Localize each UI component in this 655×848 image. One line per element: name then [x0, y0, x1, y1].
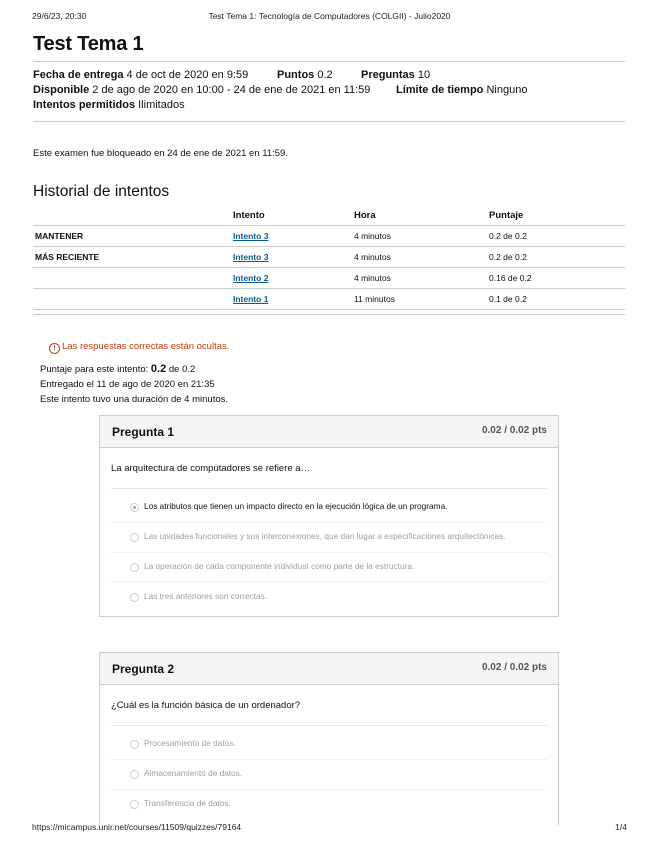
questions-label: Preguntas [361, 69, 415, 81]
attempt-score: 0.2 de 0.2 [489, 226, 625, 247]
question-name: Pregunta 1 [112, 425, 175, 439]
table-row [33, 226, 625, 247]
attempt-score: 0.16 de 0.2 [489, 268, 625, 289]
table-spacer-row [33, 310, 625, 315]
due-label: Fecha de entrega [33, 69, 124, 81]
attempts-label: Intentos permitidos [33, 99, 136, 111]
answer-text: La operación de cada componente individual como parte de la estructura. [144, 561, 415, 571]
answer-text: Los atributos que tienen un impacto directo en la ejecución lógica de un programa. [144, 501, 448, 511]
divider [33, 121, 625, 122]
answer-text: Almacenamiento de datos. [144, 768, 243, 778]
divider [33, 61, 625, 62]
table-row [33, 289, 625, 310]
attempt-time: 4 minutos [354, 247, 489, 268]
row-label: MANTENER [33, 226, 233, 247]
answer-text: Las tres anteriores son correctas. [144, 591, 268, 601]
attempt-score: 0.2 de 0.2 [489, 247, 625, 268]
answer-option[interactable] [111, 583, 547, 612]
page-title: Test Tema 1 [33, 33, 144, 55]
page-number: 1/4 [615, 822, 627, 832]
warning-icon: ! [49, 343, 60, 354]
row-label [33, 289, 233, 310]
print-footer [32, 822, 627, 834]
due-value: 4 de oct de 2020 en 9:59 [126, 69, 249, 81]
column-header-attempt: Intento [233, 208, 354, 226]
answer-option[interactable] [111, 730, 547, 760]
attempt-summary [40, 362, 228, 407]
quiz-details [33, 68, 625, 113]
question-points: 0.02 / 0.02 pts [481, 662, 547, 673]
print-url: https://micampus.unir.net/courses/11509/quizzes/79164 [32, 822, 242, 832]
attempt-score: 0.1 de 0.2 [489, 289, 625, 310]
hidden-answers-warning [49, 341, 229, 354]
attempt-time: 4 minutos [354, 268, 489, 289]
print-header [32, 11, 627, 25]
answer-text: Transferencia de datos. [144, 798, 231, 808]
question-text: ¿Cuál es la función básica de un ordenador? [111, 685, 547, 726]
answer-option[interactable] [111, 760, 547, 790]
questions-value: 10 [417, 69, 431, 81]
attempt-link[interactable]: Intento 3 [233, 231, 269, 241]
radio-icon[interactable] [130, 563, 139, 572]
answer-option[interactable] [111, 493, 547, 523]
time-limit-value: Ninguno [486, 84, 528, 96]
row-label: MÁS RECIENTE [33, 247, 233, 268]
available-label: Disponible [33, 84, 90, 96]
points-label: Puntos [277, 69, 315, 81]
warning-text: Las respuestas correctas están ocultas. [62, 341, 230, 352]
attempt-link[interactable]: Intento 1 [233, 294, 269, 304]
radio-selected-icon[interactable] [130, 503, 139, 512]
radio-icon[interactable] [130, 800, 139, 809]
table-row [33, 268, 625, 289]
answer-text: Procesamiento de datos. [144, 738, 236, 748]
attempts-history-table [33, 208, 625, 315]
radio-icon[interactable] [130, 740, 139, 749]
attempt-time: 11 minutos [354, 289, 489, 310]
attempt-link[interactable]: Intento 3 [233, 252, 269, 262]
answer-option[interactable] [111, 790, 547, 819]
radio-icon[interactable] [130, 593, 139, 602]
attempt-link[interactable]: Intento 2 [233, 273, 269, 283]
table-row [33, 247, 625, 268]
attempt-time: 4 minutos [354, 226, 489, 247]
answer-option[interactable] [111, 523, 547, 553]
row-label [33, 268, 233, 289]
history-title: Historial de intentos [33, 183, 170, 200]
question-name: Pregunta 2 [112, 662, 175, 676]
column-header [33, 208, 233, 226]
available-value: 2 de ago de 2020 en 10:00 - 24 de ene de 2021 en 11:59 [92, 84, 371, 96]
column-header-time: Hora [354, 208, 489, 226]
score-of: de 0.2 [168, 364, 196, 375]
question-text: La arquitectura de computadores se refiere a… [111, 448, 547, 489]
print-page-title: Test Tema 1: Tecnología de Computadores (COLGII) - Julio2020 [208, 11, 451, 21]
points-value: 0.2 [317, 69, 333, 81]
answer-text: Las unidades funcionales y sus interconexiones, que dan lugar a especificaciones arquitectónicas. [144, 531, 506, 541]
question-card [99, 415, 559, 617]
locked-message: Este examen fue bloqueado en 24 de ene de 2021 en 11:59. [33, 148, 288, 159]
question-card [99, 652, 559, 825]
print-date: 29/6/23, 20:30 [32, 11, 87, 21]
attempts-value: Ilimitados [138, 99, 185, 111]
time-limit-label: Límite de tiempo [396, 84, 484, 96]
duration-text: Este intento tuvo una duración de 4 minutos. [40, 394, 229, 405]
radio-icon[interactable] [130, 770, 139, 779]
submitted-text: Entregado el 11 de ago de 2020 en 21:35 [40, 379, 215, 390]
answer-option[interactable] [111, 553, 547, 583]
question-points: 0.02 / 0.02 pts [481, 425, 547, 436]
score-label: Puntaje para este intento: [40, 364, 149, 375]
score-value: 0.2 [150, 363, 167, 375]
column-header-score: Puntaje [489, 208, 625, 226]
radio-icon[interactable] [130, 533, 139, 542]
